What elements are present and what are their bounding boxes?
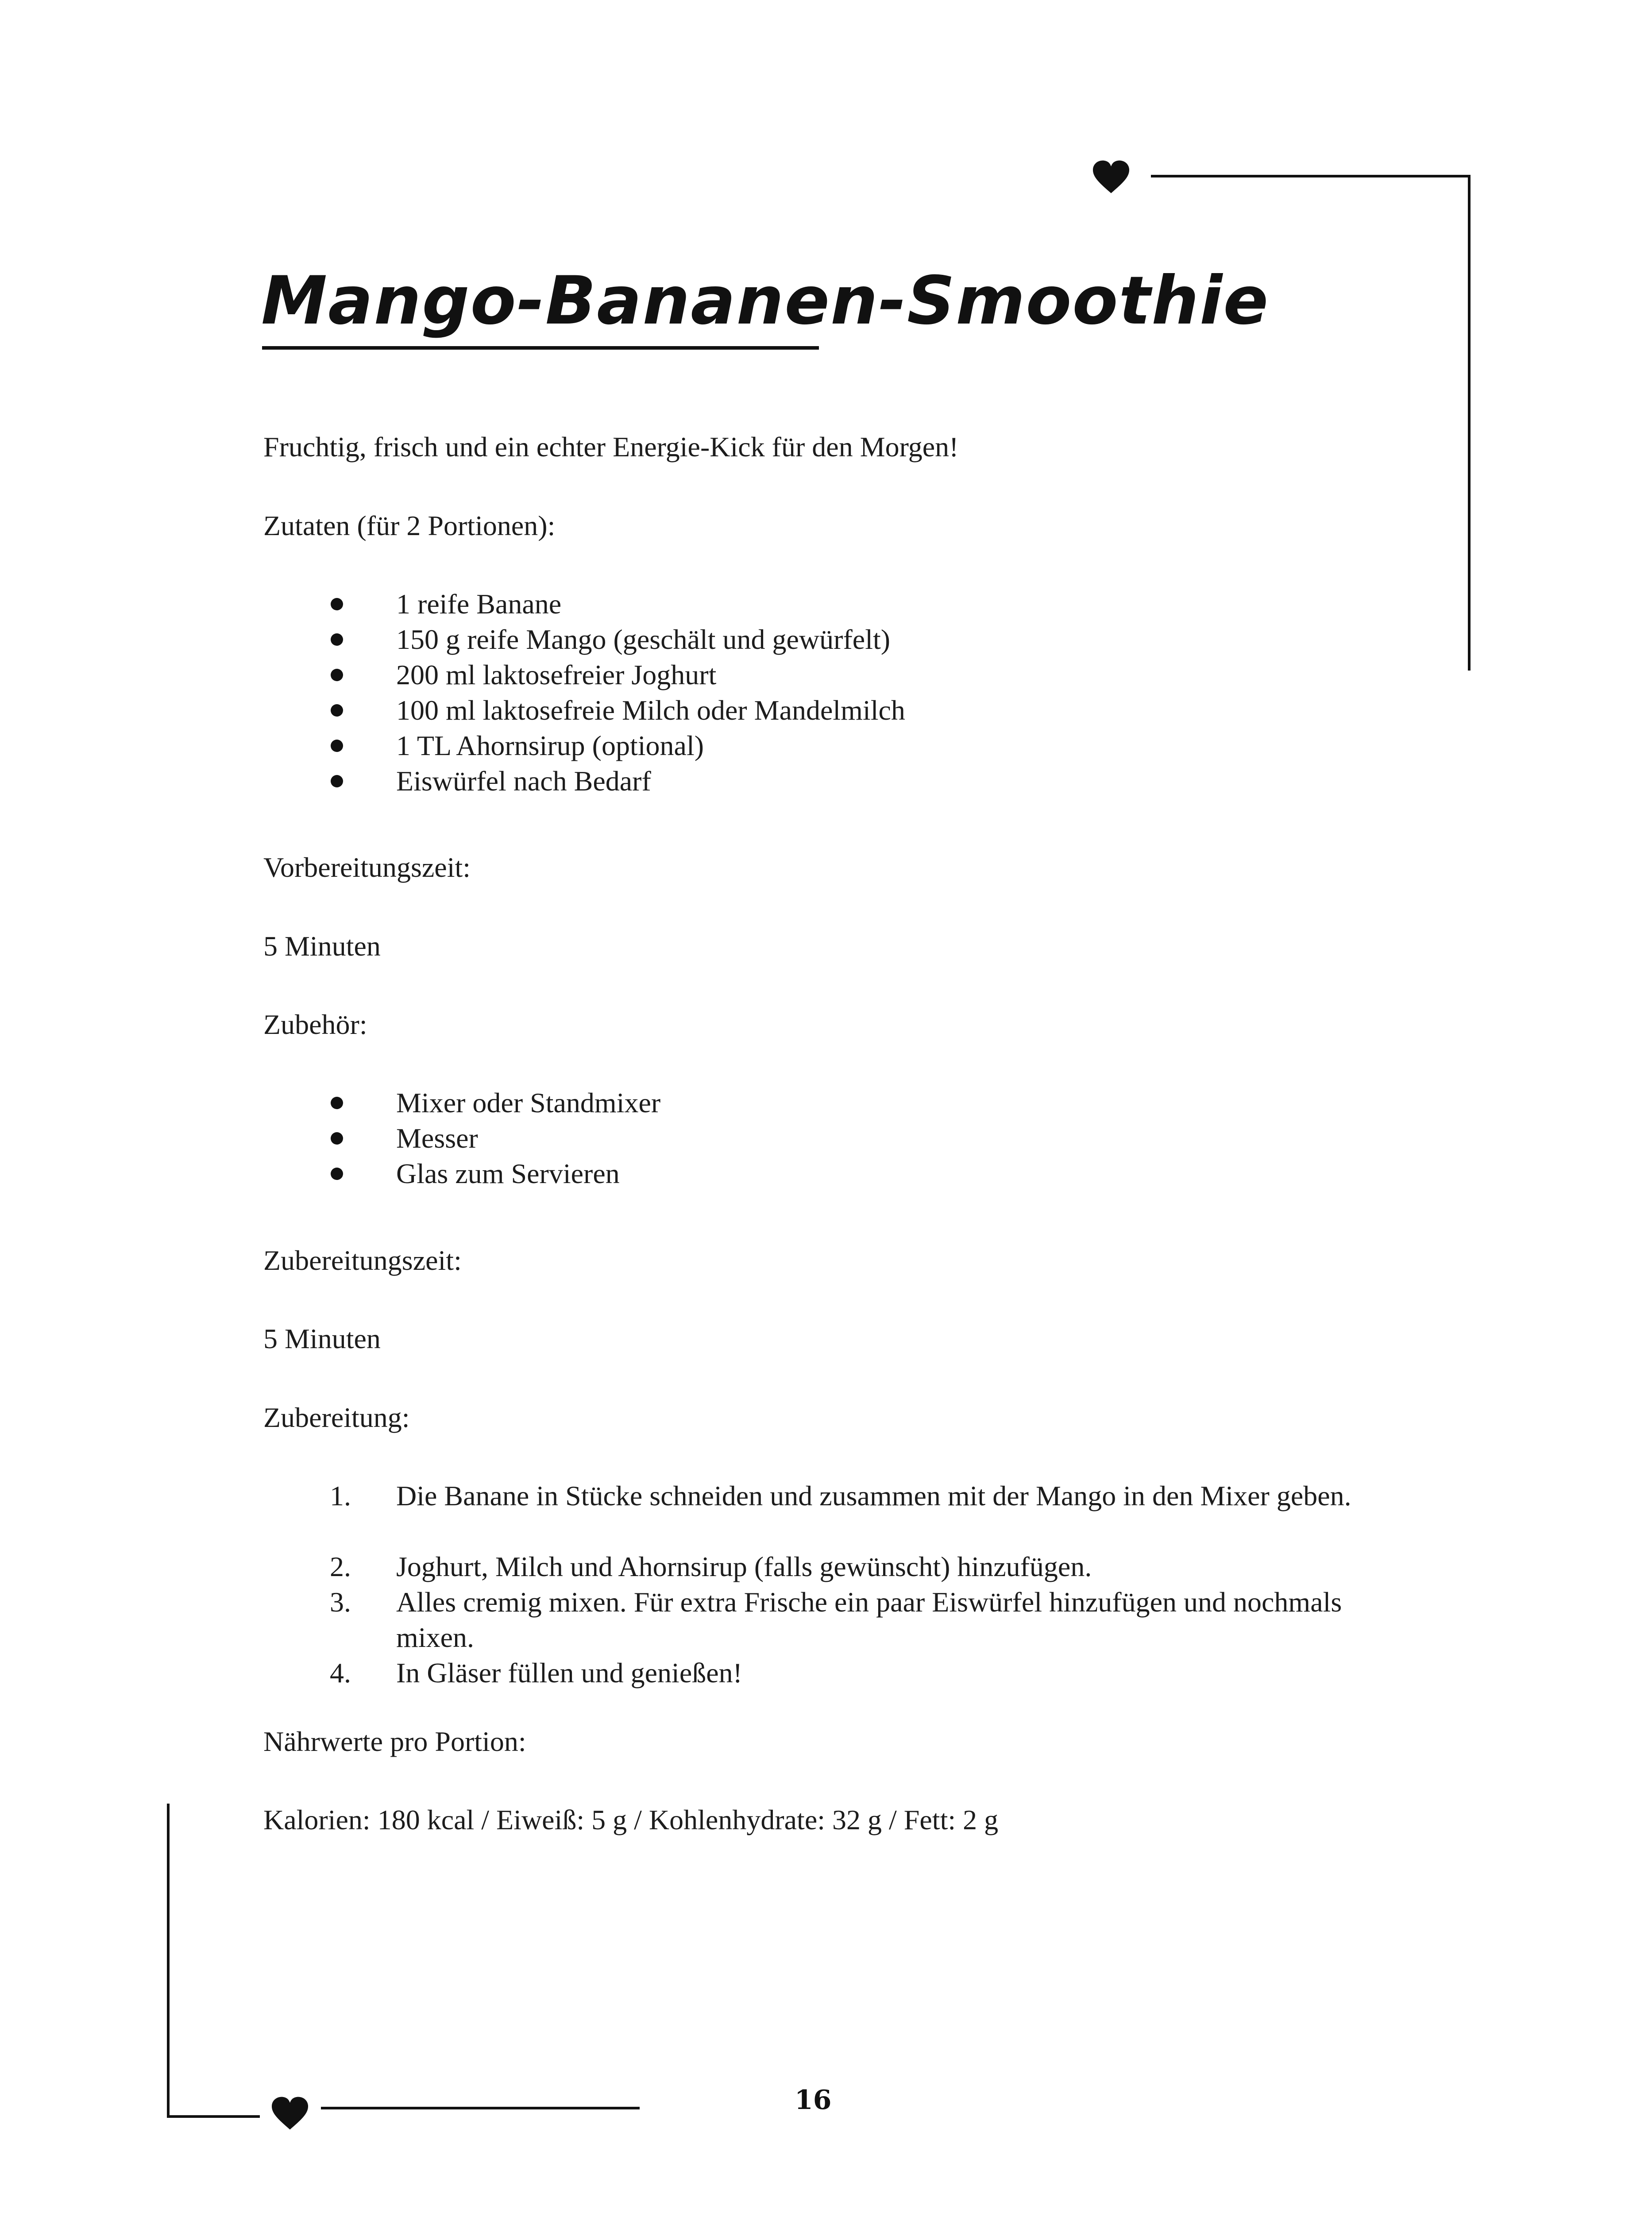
cook-time-value: 5 Minuten [263, 1323, 381, 1354]
list-item: Glas zum Servieren [0, 1156, 1652, 1191]
list-item: Mixer oder Standmixer [0, 1085, 1652, 1121]
prep-time-value: 5 Minuten [263, 930, 381, 962]
top-frame-line [1151, 175, 1470, 177]
equipment-list [0, 1085, 1652, 1191]
cook-time-heading: Zubereitungszeit: [263, 1245, 462, 1276]
bottom-frame-line-right [321, 2107, 640, 2109]
list-item: 200 ml laktosefreier Joghurt [0, 657, 1652, 693]
nutrition-heading: Nährwerte pro Portion: [263, 1726, 526, 1757]
list-item: 1. Die Banane in Stücke schneiden und zusammen mit der Mango in den Mixer geben. [330, 1480, 1351, 1511]
title-underline [262, 346, 819, 350]
bullet-icon [331, 775, 343, 787]
instructions-heading: Zubereitung: [263, 1402, 410, 1433]
list-item: Messer [0, 1121, 1652, 1156]
nutrition-value: Kalorien: 180 kcal / Eiweiß: 5 g / Kohlenhydrate: 32 g / Fett: 2 g [263, 1804, 999, 1835]
list-item: 1 reife Banane [0, 586, 1652, 622]
ingredients-heading: Zutaten (für 2 Portionen): [263, 510, 556, 541]
heart-icon [270, 2096, 310, 2131]
bullet-icon [331, 1097, 343, 1109]
list-item: 100 ml laktosefreie Milch oder Mandelmilch [0, 693, 1652, 728]
bullet-icon [331, 1132, 343, 1145]
intro-text: Fruchtig, frisch und ein echter Energie-Kick für den Morgen! [263, 431, 959, 463]
list-item: 3. Alles cremig mixen. Für extra Frische ein paar Eiswürfel hinzufügen und nochmals mixen. [330, 1586, 1342, 1653]
ingredients-list [0, 586, 1652, 799]
prep-time-heading: Vorbereitungszeit: [263, 852, 471, 883]
list-item: 1 TL Ahornsirup (optional) [0, 728, 1652, 763]
bullet-icon [331, 704, 343, 717]
page-number: 16 [795, 2085, 832, 2116]
bullet-icon [331, 669, 343, 681]
bullet-icon [331, 1168, 343, 1180]
instructions-list [0, 1478, 1652, 1691]
bullet-icon [331, 740, 343, 752]
list-item: Eiswürfel nach Bedarf [0, 763, 1652, 799]
bottom-frame-line-left [167, 2115, 260, 2118]
equipment-heading: Zubehör: [263, 1009, 367, 1040]
left-frame-line [167, 1804, 170, 2118]
heart-icon [1091, 159, 1131, 195]
list-item: 2. Joghurt, Milch und Ahornsirup (falls gewünscht) hinzufügen. [330, 1551, 1092, 1582]
bullet-icon [331, 633, 343, 646]
list-item: 4. In Gläser füllen und genießen! [330, 1657, 742, 1689]
bullet-icon [331, 598, 343, 610]
page-title: Mango-Bananen-Smoothie [261, 262, 1270, 339]
list-item: 150 g reife Mango (geschält und gewürfelt) [0, 622, 1652, 657]
